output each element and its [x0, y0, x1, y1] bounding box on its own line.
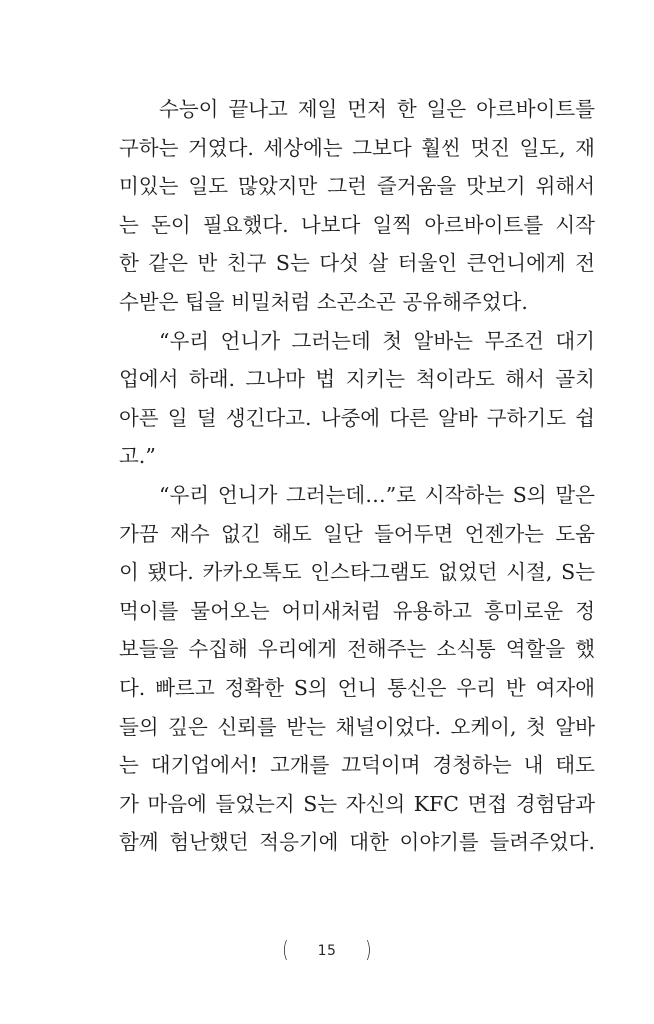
body-text [119, 90, 595, 862]
text-line: 업에서 하래. 그나마 법 지키는 척이라도 해서 골치 [119, 367, 595, 392]
text-line: 수능이 끝나고 제일 먼저 한 일은 아르바이트를 [159, 97, 595, 121]
text-line: 는 대기업에서! 고개를 끄덕이며 경청하는 내 태도 [119, 753, 595, 778]
page-number-left-bracket: ( [282, 938, 289, 963]
text-line: 아픈 일 덜 생긴다고. 나중에 다른 알바 구하기도 쉽 [119, 405, 595, 430]
text-line: 구하는 거였다. 세상에는 그보다 훨씬 멋진 일도, 재 [119, 135, 595, 160]
text-line: 미있는 일도 많았지만 그런 즐거움을 맛보기 위해서 [119, 174, 595, 199]
text-line: 가 마음에 들었는지 S는 자신의 KFC 면접 경험담과 [119, 791, 595, 816]
page-number: 15 [317, 943, 337, 959]
text-line: 다. 빠르고 정확한 S의 언니 통신은 우리 반 여자애 [119, 675, 595, 700]
text-line: 이 됐다. 카카오톡도 인스타그램도 없었던 시절, S는 [119, 560, 595, 585]
text-line: 함께 험난했던 적응기에 대한 이야기를 들려주었다. [119, 830, 595, 855]
text-line: 는 돈이 필요했다. 나보다 일찍 아르바이트를 시작 [119, 212, 595, 237]
text-line: 고.” [119, 444, 156, 469]
page-footer [0, 937, 654, 965]
text-line: 먹이를 물어오는 어미새처럼 유용하고 흥미로운 정 [119, 598, 595, 623]
text-line: 들의 깊은 신뢰를 받는 채널이었다. 오케이, 첫 알바 [119, 714, 595, 739]
text-line: “우리 언니가 그러는데 첫 알바는 무조건 대기 [159, 328, 595, 353]
page-number-right-bracket: ) [365, 938, 372, 963]
text-line: 보들을 수집해 우리에게 전해주는 소식통 역할을 했 [119, 637, 595, 662]
text-line: 수받은 팁을 비밀처럼 소곤소곤 공유해주었다. [119, 289, 528, 314]
text-line: “우리 언니가 그러는데…”로 시작하는 S의 말은 [159, 482, 595, 507]
text-line: 가끔 재수 없긴 해도 일단 들어두면 언젠가는 도움 [119, 521, 595, 546]
text-line: 한 같은 반 친구 S는 다섯 살 터울인 큰언니에게 전 [119, 251, 595, 276]
